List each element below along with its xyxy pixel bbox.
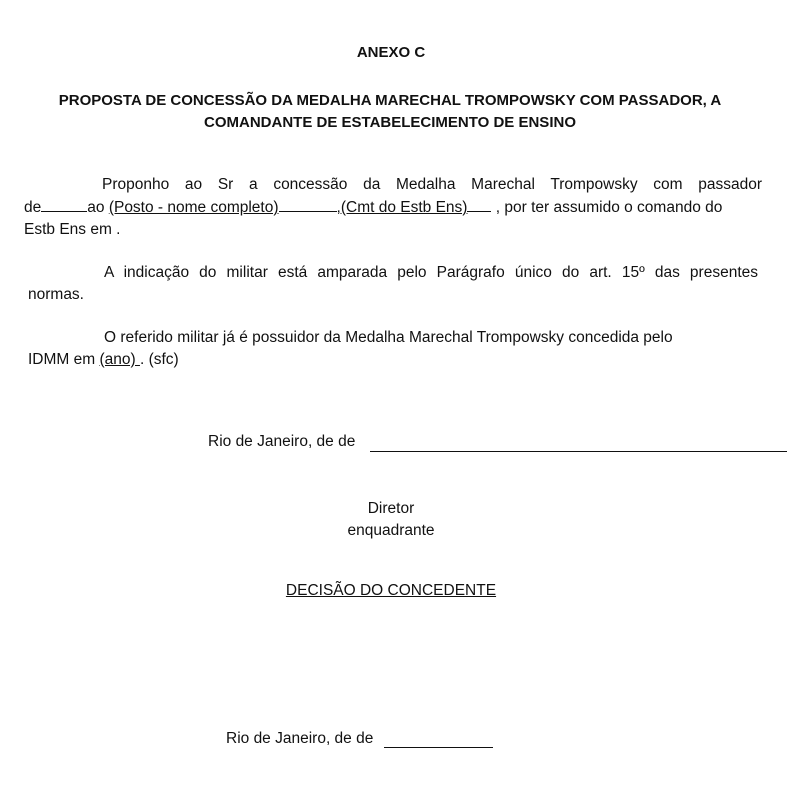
decision-title: DECISÃO DO CONCEDENTE [285, 582, 497, 599]
blank-field [279, 196, 337, 212]
paragraph-legal-basis [28, 262, 758, 306]
paragraph-previous-award [28, 327, 758, 371]
paragraph-proposal-line3: Estb Ens em . [24, 221, 121, 238]
year-field: (ano) [99, 351, 140, 368]
paragraph-previous-award-line2 [28, 349, 758, 371]
annex-title: ANEXO C [356, 44, 426, 61]
paragraph-proposal-line1: Proponho ao Sr a concessão da Medalha Marechal Trompowsky com passador [102, 176, 762, 193]
decision-heading [0, 582, 782, 600]
signature-block [0, 498, 782, 542]
date-line-decision: Rio de Janeiro, de de [226, 730, 374, 747]
paragraph-proposal [24, 174, 762, 241]
suffix-text: , por ter assumido o comando do [491, 199, 723, 216]
prefix-text: de [24, 199, 42, 216]
posto-field: (Posto - nome completo) [108, 199, 279, 216]
signature-title: Diretor [367, 500, 415, 517]
signature-subtitle: enquadrante [347, 522, 435, 539]
suffix-text: . (sfc) [139, 351, 179, 368]
cmt-field: ,(Cmt do Estb Ens) [336, 199, 468, 216]
blank-field [467, 196, 491, 212]
paragraph-previous-award-line1: O referido militar já é possuidor da Medalha Marechal Trompowsky concedida pelo [104, 329, 673, 346]
date-line-proposal: Rio de Janeiro, de de [208, 433, 356, 450]
paragraph-legal-basis-line2: normas. [28, 286, 84, 303]
paragraph-proposal-line2 [24, 196, 762, 219]
prefix-text: IDMM em [28, 351, 100, 368]
middle-text: ao [87, 199, 109, 216]
date-blank-line [384, 747, 493, 748]
paragraph-legal-basis-line1: A indicação do militar está amparada pelo Parágrafo único do art. 15º das presentes [104, 264, 758, 281]
date-blank-line [370, 451, 787, 452]
proposal-title: PROPOSTA DE CONCESSÃO DA MEDALHA MARECHAL TROMPOWSKY COM PASSADOR, A COMANDANTE DE ESTABELECIMENTO DE ENSINO [58, 92, 722, 131]
blank-field [41, 196, 87, 212]
